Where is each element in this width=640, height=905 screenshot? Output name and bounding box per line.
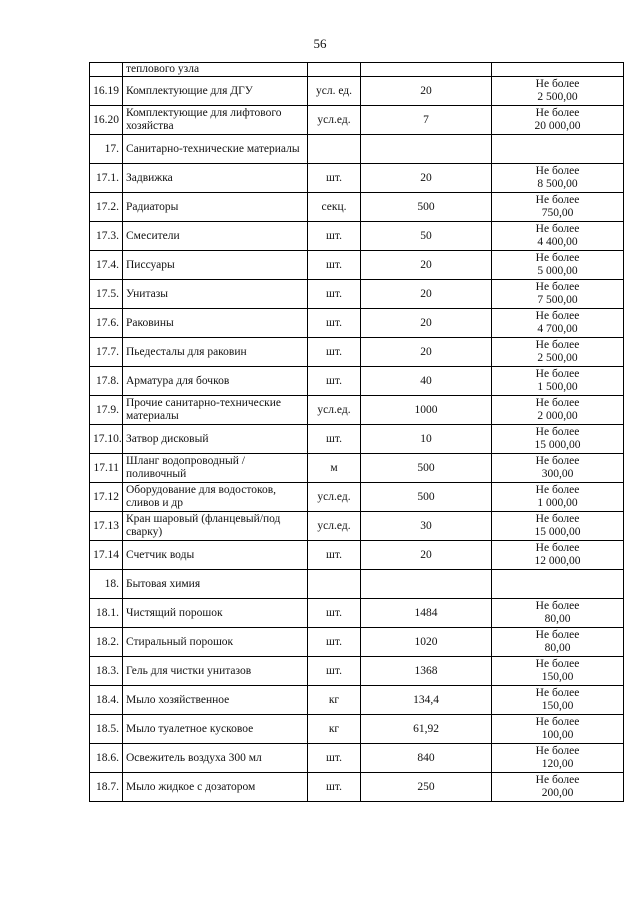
cell-quantity: 20	[361, 338, 492, 367]
cell-name: Мыло туалетное кусковое	[123, 715, 308, 744]
cell-name: Унитазы	[123, 280, 308, 309]
cell-unit: м	[308, 454, 361, 483]
table-row	[90, 251, 624, 280]
table-row	[90, 280, 624, 309]
cell-price	[492, 570, 624, 599]
table-row	[90, 77, 624, 106]
cell-quantity: 7	[361, 106, 492, 135]
cell-price	[492, 454, 624, 483]
cell-name: Задвижка	[123, 164, 308, 193]
cell-unit: шт.	[308, 425, 361, 454]
cell-unit: кг	[308, 686, 361, 715]
cell-price	[492, 773, 624, 802]
cell-number: 17.	[90, 135, 123, 164]
price-value: 7 500,00	[537, 294, 578, 306]
table-row	[90, 164, 624, 193]
cell-price	[492, 396, 624, 425]
table-row	[90, 744, 624, 773]
cell-name: Комплектующие для ДГУ	[123, 77, 308, 106]
cell-number: 18.7.	[90, 773, 123, 802]
cell-price	[492, 164, 624, 193]
cell-unit: усл.ед.	[308, 512, 361, 541]
cell-quantity: 20	[361, 164, 492, 193]
cell-number: 17.2.	[90, 193, 123, 222]
table-row	[90, 628, 624, 657]
price-value: 80,00	[544, 642, 571, 654]
cell-quantity: 1368	[361, 657, 492, 686]
cell-quantity: 1484	[361, 599, 492, 628]
price-label: Не более	[535, 426, 580, 438]
cell-number: 18.5.	[90, 715, 123, 744]
cell-quantity: 20	[361, 251, 492, 280]
cell-name: Чистящий порошок	[123, 599, 308, 628]
table-row-continued	[90, 63, 624, 77]
price-label: Не более	[535, 629, 580, 641]
cell-quantity: 10	[361, 425, 492, 454]
cell-number: 18.4.	[90, 686, 123, 715]
price-value: 1 500,00	[537, 381, 578, 393]
price-value: 100,00	[541, 729, 574, 741]
cell-price	[492, 280, 624, 309]
cell-price	[492, 483, 624, 512]
cell-unit: шт.	[308, 367, 361, 396]
cell-quantity: 20	[361, 77, 492, 106]
cell-price	[492, 628, 624, 657]
cell-name: Радиаторы	[123, 193, 308, 222]
price-label: Не более	[535, 252, 580, 264]
price-label: Не более	[535, 745, 580, 757]
price-label: Не более	[535, 339, 580, 351]
cell-unit: усл.ед.	[308, 483, 361, 512]
cell-name: Освежитель воздуха 300 мл	[123, 744, 308, 773]
cell-quantity: 20	[361, 309, 492, 338]
table-row	[90, 222, 624, 251]
cell-unit: секц.	[308, 193, 361, 222]
cell-quantity: 50	[361, 222, 492, 251]
price-label: Не более	[535, 194, 580, 206]
cell-quantity: 134,4	[361, 686, 492, 715]
price-label: Не более	[535, 107, 580, 119]
cell-name: Санитарно-технические материалы	[123, 135, 308, 164]
cell-number: 18.1.	[90, 599, 123, 628]
cell-number: 17.10.	[90, 425, 123, 454]
cell-unit: шт.	[308, 657, 361, 686]
cell-name: теплового узла	[123, 63, 308, 77]
cell-number: 17.13	[90, 512, 123, 541]
price-label: Не более	[535, 658, 580, 670]
table-row	[90, 193, 624, 222]
cell-quantity: 1000	[361, 396, 492, 425]
price-value: 1 000,00	[537, 497, 578, 509]
price-value: 12 000,00	[534, 555, 581, 567]
cell-quantity: 61,92	[361, 715, 492, 744]
cell-quantity: 30	[361, 512, 492, 541]
cell-name: Шланг водопроводный /поливочный	[123, 454, 308, 483]
cell-quantity	[361, 570, 492, 599]
cell-quantity: 840	[361, 744, 492, 773]
price-value: 5 000,00	[537, 265, 578, 277]
cell-unit: шт.	[308, 541, 361, 570]
cell-number: 17.7.	[90, 338, 123, 367]
price-label: Не более	[535, 78, 580, 90]
cell-quantity	[361, 63, 492, 77]
cell-unit: усл.ед.	[308, 106, 361, 135]
price-value: 2 500,00	[537, 91, 578, 103]
table-row	[90, 657, 624, 686]
cell-price	[492, 309, 624, 338]
cell-number: 17.8.	[90, 367, 123, 396]
cell-number: 16.20	[90, 106, 123, 135]
cell-name: Кран шаровый (фланцевый/под сварку)	[123, 512, 308, 541]
cell-price	[492, 425, 624, 454]
cell-name: Пьедесталы для раковин	[123, 338, 308, 367]
cell-unit: шт.	[308, 280, 361, 309]
cell-price	[492, 338, 624, 367]
price-label: Не более	[535, 223, 580, 235]
page-number: 56	[313, 36, 327, 51]
cell-name: Смесители	[123, 222, 308, 251]
cell-number: 18.3.	[90, 657, 123, 686]
cell-number: 17.5.	[90, 280, 123, 309]
cell-name: Арматура для бочков	[123, 367, 308, 396]
cell-unit: шт.	[308, 744, 361, 773]
cell-price	[492, 251, 624, 280]
table-row	[90, 367, 624, 396]
price-label: Не более	[535, 281, 580, 293]
price-label: Не более	[535, 455, 580, 467]
cell-number: 17.4.	[90, 251, 123, 280]
cell-price	[492, 715, 624, 744]
cell-name: Гель для чистки унитазов	[123, 657, 308, 686]
cell-unit: усл.ед.	[308, 396, 361, 425]
table-row	[90, 541, 624, 570]
table-row	[90, 425, 624, 454]
cell-number: 17.1.	[90, 164, 123, 193]
cell-quantity: 500	[361, 483, 492, 512]
cell-price	[492, 599, 624, 628]
price-value: 750,00	[541, 207, 574, 219]
price-value: 200,00	[541, 787, 574, 799]
cell-quantity: 500	[361, 193, 492, 222]
cell-price	[492, 512, 624, 541]
cell-quantity: 500	[361, 454, 492, 483]
cell-number: 17.12	[90, 483, 123, 512]
cell-price	[492, 367, 624, 396]
cell-price	[492, 77, 624, 106]
cell-price	[492, 193, 624, 222]
cell-name: Оборудование для водостоков, сливов и др	[123, 483, 308, 512]
cell-quantity	[361, 135, 492, 164]
table-row	[90, 483, 624, 512]
price-label: Не более	[535, 397, 580, 409]
cell-price	[492, 541, 624, 570]
table-row	[90, 106, 624, 135]
cell-unit	[308, 63, 361, 77]
table-row	[90, 773, 624, 802]
table-row	[90, 338, 624, 367]
cell-price	[492, 657, 624, 686]
cell-number: 18.	[90, 570, 123, 599]
cell-unit: шт.	[308, 773, 361, 802]
price-value: 80,00	[544, 613, 571, 625]
cell-number: 17.3.	[90, 222, 123, 251]
cell-name: Затвор дисковый	[123, 425, 308, 454]
cell-name: Прочие санитарно-технические материалы	[123, 396, 308, 425]
specification-table	[89, 62, 624, 802]
cell-number: 18.2.	[90, 628, 123, 657]
cell-name: Счетчик воды	[123, 541, 308, 570]
cell-name: Раковины	[123, 309, 308, 338]
cell-number: 17.14	[90, 541, 123, 570]
cell-price	[492, 106, 624, 135]
cell-quantity: 20	[361, 541, 492, 570]
cell-number	[90, 63, 123, 77]
price-label: Не более	[535, 687, 580, 699]
table-row	[90, 512, 624, 541]
cell-price	[492, 135, 624, 164]
cell-unit: шт.	[308, 338, 361, 367]
table-row	[90, 599, 624, 628]
price-label: Не более	[535, 600, 580, 612]
price-label: Не более	[535, 716, 580, 728]
table-row	[90, 715, 624, 744]
cell-name: Бытовая химия	[123, 570, 308, 599]
cell-unit: усл. ед.	[308, 77, 361, 106]
cell-price	[492, 222, 624, 251]
cell-number: 17.9.	[90, 396, 123, 425]
cell-unit: шт.	[308, 599, 361, 628]
cell-unit: шт.	[308, 164, 361, 193]
cell-number: 17.11	[90, 454, 123, 483]
price-value: 8 500,00	[537, 178, 578, 190]
cell-price	[492, 744, 624, 773]
price-value: 150,00	[541, 700, 574, 712]
price-value: 15 000,00	[534, 439, 581, 451]
price-label: Не более	[535, 484, 580, 496]
cell-name: Писсуары	[123, 251, 308, 280]
cell-quantity: 1020	[361, 628, 492, 657]
price-value: 300,00	[541, 468, 574, 480]
cell-quantity: 40	[361, 367, 492, 396]
price-label: Не более	[535, 310, 580, 322]
cell-unit: шт.	[308, 309, 361, 338]
table-row	[90, 309, 624, 338]
table-row	[90, 686, 624, 715]
price-value: 2 000,00	[537, 410, 578, 422]
cell-name: Мыло жидкое с дозатором	[123, 773, 308, 802]
table-row	[90, 396, 624, 425]
table-row	[90, 135, 624, 164]
table-row	[90, 570, 624, 599]
cell-number: 16.19	[90, 77, 123, 106]
price-value: 4 400,00	[537, 236, 578, 248]
cell-quantity: 250	[361, 773, 492, 802]
price-value: 4 700,00	[537, 323, 578, 335]
cell-unit: шт.	[308, 222, 361, 251]
price-value: 2 500,00	[537, 352, 578, 364]
price-value: 120,00	[541, 758, 574, 770]
cell-unit: шт.	[308, 628, 361, 657]
cell-unit	[308, 570, 361, 599]
cell-number: 17.6.	[90, 309, 123, 338]
cell-unit: кг	[308, 715, 361, 744]
cell-name: Комплектующие для лифтового хозяйства	[123, 106, 308, 135]
cell-price	[492, 63, 624, 77]
price-label: Не более	[535, 368, 580, 380]
price-value: 20 000,00	[534, 120, 581, 132]
table-row	[90, 454, 624, 483]
cell-name: Мыло хозяйственное	[123, 686, 308, 715]
cell-name: Стиральный порошок	[123, 628, 308, 657]
cell-unit: шт.	[308, 251, 361, 280]
price-label: Не более	[535, 513, 580, 525]
cell-quantity: 20	[361, 280, 492, 309]
price-label: Не более	[535, 165, 580, 177]
cell-number: 18.6.	[90, 744, 123, 773]
cell-unit	[308, 135, 361, 164]
cell-price	[492, 686, 624, 715]
price-label: Не более	[535, 542, 580, 554]
price-value: 150,00	[541, 671, 574, 683]
specification-table-body	[90, 63, 624, 802]
price-label: Не более	[535, 774, 580, 786]
price-value: 15 000,00	[534, 526, 581, 538]
